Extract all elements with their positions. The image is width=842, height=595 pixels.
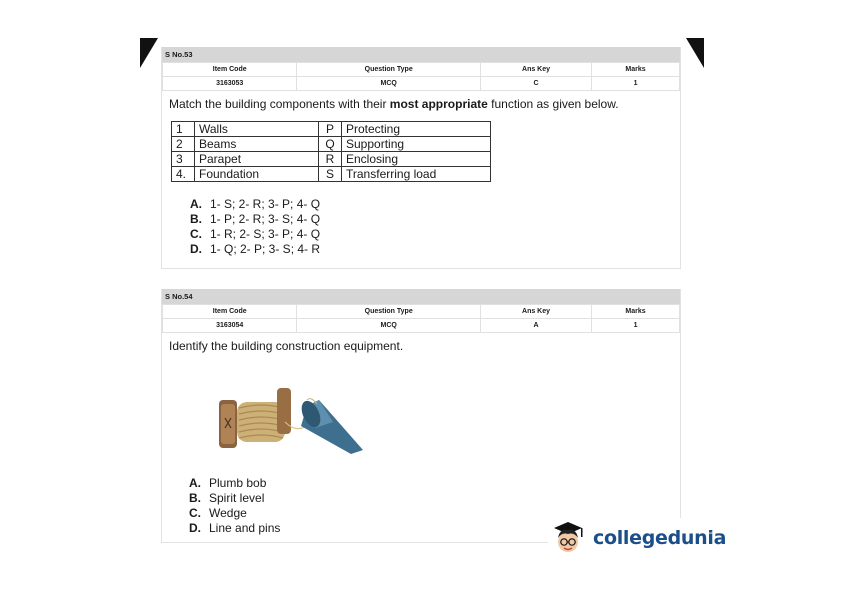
option-text: Line and pins <box>209 521 281 535</box>
meta-header-ans-key: Ans Key <box>480 63 591 77</box>
meta-value-row <box>163 319 680 333</box>
answer-options <box>190 197 680 257</box>
match-function: Enclosing <box>342 152 491 167</box>
answer-options <box>189 476 280 536</box>
match-function: Protecting <box>342 122 491 137</box>
meta-ans-key: C <box>480 77 591 91</box>
option-text: 1- R; 2- S; 3- P; 4- Q <box>210 227 321 241</box>
meta-header-question-type: Question Type <box>297 305 481 319</box>
option-label: D. <box>190 242 202 256</box>
match-row <box>172 122 491 137</box>
option-text: Spirit level <box>209 491 265 505</box>
meta-marks: 1 <box>592 77 680 91</box>
option-d[interactable] <box>190 242 680 257</box>
meta-header-marks: Marks <box>592 305 680 319</box>
meta-header-marks: Marks <box>592 63 680 77</box>
line-spool-icon <box>219 388 305 448</box>
match-row <box>172 167 491 182</box>
meta-question-type: MCQ <box>297 319 481 333</box>
match-number: 2 <box>172 137 195 152</box>
meta-header-item-code: Item Code <box>163 305 297 319</box>
option-c[interactable] <box>190 227 680 242</box>
match-table <box>171 121 491 182</box>
match-number: 1 <box>172 122 195 137</box>
option-label: A. <box>190 197 202 211</box>
option-d[interactable] <box>189 521 280 536</box>
question-text-emphasis: most appropriate <box>389 97 488 111</box>
meta-header-question-type: Question Type <box>297 63 481 77</box>
match-number: 3 <box>172 152 195 167</box>
corner-mark-top-left <box>140 38 158 68</box>
match-letter: P <box>319 122 342 137</box>
option-c[interactable] <box>189 506 280 521</box>
plumb-bob-weight-icon <box>298 398 363 454</box>
match-component: Walls <box>195 122 319 137</box>
brand-logo[interactable] <box>548 518 738 558</box>
meta-item-code: 3163053 <box>163 77 297 91</box>
meta-ans-key: A <box>480 319 591 333</box>
match-component: Beams <box>195 137 319 152</box>
meta-value-row <box>163 77 680 91</box>
serial-number: S No.54 <box>162 289 680 304</box>
match-letter: Q <box>319 137 342 152</box>
option-b[interactable] <box>190 212 680 227</box>
option-a[interactable] <box>189 476 280 491</box>
meta-marks: 1 <box>592 319 680 333</box>
meta-question-type: MCQ <box>297 77 481 91</box>
option-text: 1- S; 2- R; 3- P; 4- Q <box>210 197 321 211</box>
meta-item-code: 3163054 <box>163 319 297 333</box>
option-label: A. <box>189 476 201 490</box>
option-text: 1- Q; 2- P; 3- S; 4- R <box>210 242 321 256</box>
graduate-mascot-icon <box>548 518 588 558</box>
match-function: Supporting <box>342 137 491 152</box>
match-letter: S <box>319 167 342 182</box>
option-a[interactable] <box>190 197 680 212</box>
question-text-end: function as given below. <box>487 97 619 111</box>
match-component: Foundation <box>195 167 319 182</box>
plumb-bob-image <box>215 382 365 454</box>
meta-header-row <box>163 63 680 77</box>
brand-name: collegedunia <box>593 527 727 549</box>
meta-header-item-code: Item Code <box>163 63 297 77</box>
question-block-53 <box>161 47 681 269</box>
question-text: Identify the building construction equipment. <box>169 339 404 353</box>
match-function: Transferring load <box>342 167 491 182</box>
option-text: Wedge <box>209 506 247 520</box>
option-label: D. <box>189 521 201 535</box>
question-meta-table <box>162 304 680 333</box>
match-letter: R <box>319 152 342 167</box>
meta-header-ans-key: Ans Key <box>480 305 591 319</box>
option-label: B. <box>190 212 202 226</box>
option-label: C. <box>189 506 201 520</box>
match-row <box>172 152 491 167</box>
corner-mark-top-right <box>686 38 704 68</box>
question-meta-table <box>162 62 680 91</box>
option-text: 1- P; 2- R; 3- S; 4- Q <box>210 212 321 226</box>
match-component: Parapet <box>195 152 319 167</box>
match-row <box>172 137 491 152</box>
meta-header-row <box>163 305 680 319</box>
option-label: B. <box>189 491 201 505</box>
question-text <box>162 91 680 111</box>
option-text: Plumb bob <box>209 476 267 490</box>
match-number: 4. <box>172 167 195 182</box>
question-text-start: Match the building components with their <box>169 97 390 111</box>
option-label: C. <box>190 227 202 241</box>
serial-number: S No.53 <box>162 47 680 62</box>
option-b[interactable] <box>189 491 280 506</box>
